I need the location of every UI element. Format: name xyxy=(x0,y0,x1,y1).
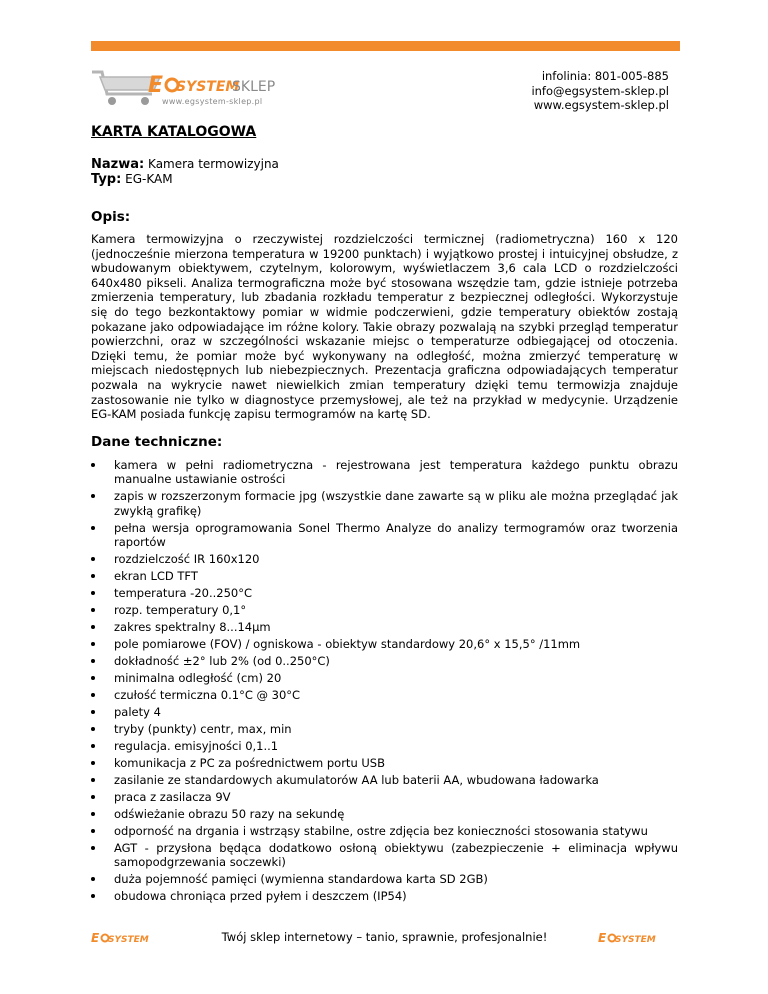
contact-block xyxy=(531,69,669,113)
svg-text:E: E xyxy=(91,931,100,944)
spec-item: AGT - przysłona będąca dodatkowo osłoną obiektywu (zabezpieczenie + eliminacja wpływu samopodgrzewania soczewki) xyxy=(91,841,678,870)
specs-heading: Dane techniczne: xyxy=(91,433,223,450)
product-type-line xyxy=(91,172,678,187)
company-logo xyxy=(90,68,290,110)
specs-list xyxy=(91,458,678,904)
egsystem-logo-icon xyxy=(598,931,678,944)
spec-item: praca z zasilacza 9V xyxy=(91,790,678,804)
spec-item: odporność na drgania i wstrząsy stabilne, ostre zdjęcia bez konieczności stosowania statywu xyxy=(91,824,678,838)
name-value: Kamera termowizyjna xyxy=(148,157,279,171)
svg-text:E: E xyxy=(148,73,164,98)
spec-item: odświeżanie obrazu 50 razy na sekundę xyxy=(91,807,678,821)
spec-item: zasilanie ze standardowych akumulatorów AA lub baterii AA, wbudowana ładowarka xyxy=(91,773,678,787)
spec-item: obudowa chroniąca przed pyłem i deszczem (IP54) xyxy=(91,889,678,903)
spec-item: minimalna odległość (cm) 20 xyxy=(91,671,678,685)
logo-url-text: www.egsystem-sklep.pl xyxy=(162,97,263,106)
spec-item: kamera w pełni radiometryczna - rejestrowana jest temperatura każdego punktu obrazu manualne ustawianie ostrości xyxy=(91,458,678,487)
spec-item: komunikacja z PC za pośrednictwem portu USB xyxy=(91,756,678,770)
name-label: Nazwa: xyxy=(91,157,145,172)
spec-item: palety 4 xyxy=(91,705,678,719)
svg-text:E: E xyxy=(598,931,607,944)
spec-item: tryby (punkty) centr, max, min xyxy=(91,722,678,736)
spec-item: zakres spektralny 8...14µm xyxy=(91,620,678,634)
spec-item: pełna wersja oprogramowania Sonel Thermo Analyze do analizy termogramów oraz tworzenia raportów xyxy=(91,521,678,550)
spec-item: ekran LCD TFT xyxy=(91,569,678,583)
spec-item: czułość termiczna 0.1°C @ 30°C xyxy=(91,688,678,702)
svg-text:SKLEP: SKLEP xyxy=(232,79,276,95)
spec-item: dokładność ±2° lub 2% (od 0..250°C) xyxy=(91,654,678,668)
type-label: Typ: xyxy=(91,172,122,187)
svg-text:SYSTEM: SYSTEM xyxy=(615,935,656,944)
website-link[interactable]: www.egsystem-sklep.pl xyxy=(533,98,669,112)
description-heading: Opis: xyxy=(91,209,131,225)
product-name-line xyxy=(91,157,678,172)
svg-text:SYSTEM: SYSTEM xyxy=(108,935,149,944)
spec-item: zapis w rozszerzonym formacie jpg (wszystkie dane zawarte są w pliku ale można przeglądać jak zwykłą grafikę) xyxy=(91,489,678,518)
document-title: KARTA KATALOGOWA xyxy=(91,124,257,140)
spec-item: rozp. temperatury 0,1° xyxy=(91,603,678,617)
page-footer xyxy=(91,930,678,944)
spec-item: duża pojemność pamięci (wymienna standardowa karta SD 2GB) xyxy=(91,872,678,886)
description-text: Kamera termowizyjna o rzeczywistej rozdzielczości termicznej (radiometryczna) 160 x 120 (jednocześnie mierzona temperatura w 19200 punktach) i wyjątkowo prostej i intuicyjnej obsłudze, z wbudowanym obiektywem, czytelnym, kolorowym, wyświetlaczem 3,6 cala LCD o rozdzielczości 640x480 pikseli. Analiza termograficzna może być stosowana wszędzie tam, gdzie istnieje potrzeba zmierzenia temperatury, lub zbadania rozkładu temperatur z bezpiecznej odległości. Wykorzystuje się do tego bezkontaktowy pomiar w widmie podczerwieni, gdzie temperatury obiektów zostają pokazane jako odpowiadające im różne kolory. Takie obrazy pozwalają na szybki przegląd temperatur powierzchni, oraz w szczególności wskazanie miejsc o temperaturze odbiegającej od otoczenia. Dzięki temu, że pomiar może być wykonywany na odległość, można zmierzyć temperaturę w miejscach niedostępnych lub niebezpiecznych. Prezentacja graficzna odpowiadających temperatur pozwala na wykrycie nawet niewielkich zmian temperatury dzięki temu termowizja znajduje zastosowanie nie tylko w diagnostyce przemysłowej, ale też na przykład w medycynie. Urządzenie EG-KAM posiada funkcję zapisu termogramów na kartę SD. xyxy=(91,232,678,422)
hotline-text: infolinia: 801-005-885 xyxy=(541,69,669,83)
top-accent-bar xyxy=(91,41,680,51)
spec-item: regulacja. emisyjności 0,1..1 xyxy=(91,739,678,753)
spec-item: pole pomiarowe (FOV) / ogniskowa - obiektyw standardowy 20,6° x 15,5° /11mm xyxy=(91,637,678,651)
spec-item: temperatura -20..250°C xyxy=(91,586,678,600)
email-link[interactable]: info@egsystem-sklep.pl xyxy=(531,83,669,98)
footer-slogan: Twój sklep internetowy – tanio, sprawnie, profesjonalnie! xyxy=(221,930,548,944)
type-value: EG-KAM xyxy=(125,172,173,186)
spec-item: rozdzielczość IR 160x120 xyxy=(91,552,678,566)
catalog-sheet xyxy=(91,124,678,906)
svg-text:SYSTEM: SYSTEM xyxy=(176,79,240,95)
